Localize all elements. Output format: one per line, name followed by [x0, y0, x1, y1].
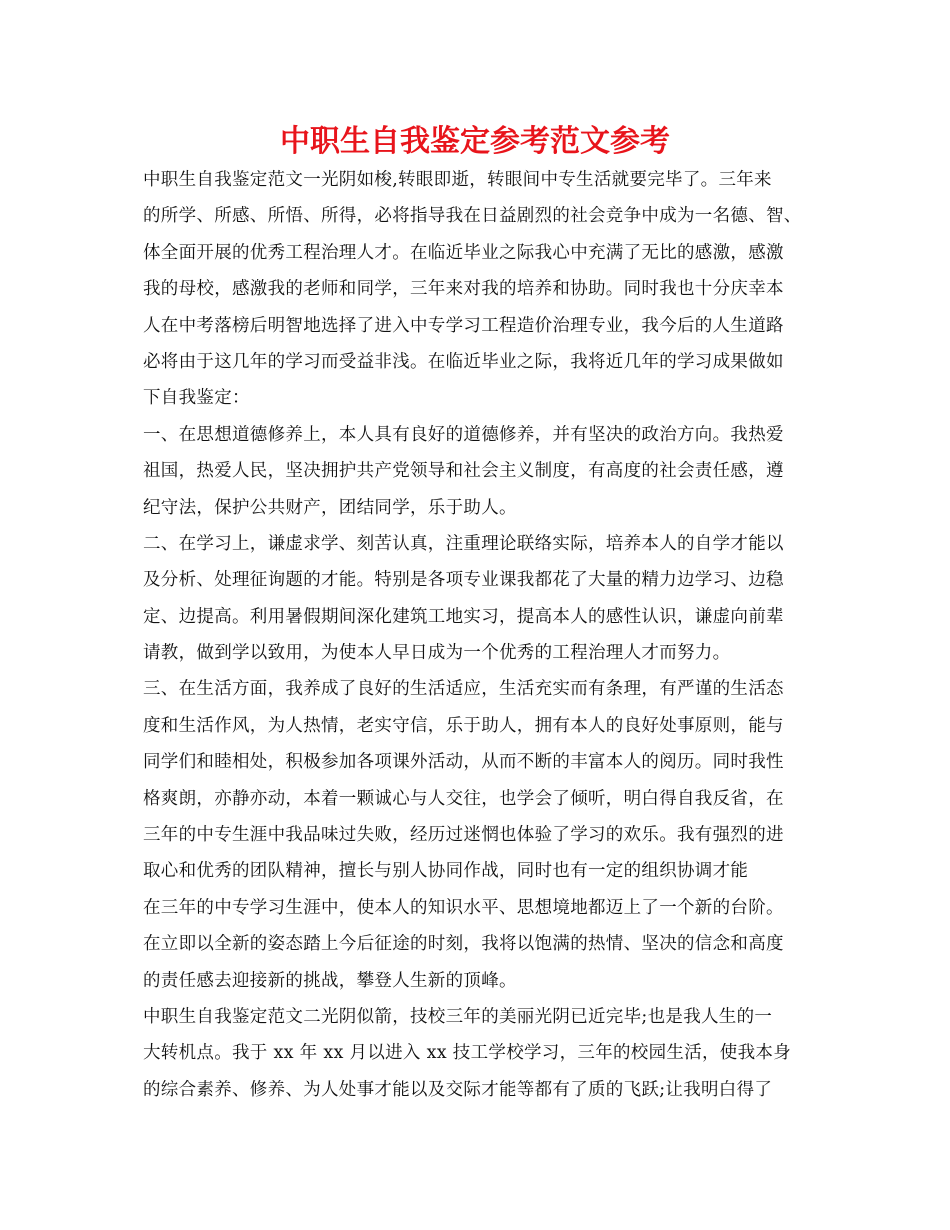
text-line: 中职生自我鉴定范文一光阴如梭,转眼即逝，转眼间中专生活就要完毕了。三年来: [143, 170, 772, 190]
text-line: 体全面开展的优秀工程治理人才。在临近毕业之际我心中充满了无比的感激，感激: [143, 242, 784, 263]
text-line: 及分析、处理征询题的才能。特别是各项专业课我都花了大量的精力边学习、边稳: [143, 570, 784, 591]
text-line: 我的母校，感激我的老师和同学，三年来对我的培养和协助。同时我也十分庆幸本: [143, 279, 784, 300]
text-line: 度和生活作风，为人热情，老实守信，乐于助人，拥有本人的良好处事原则，能与: [143, 715, 784, 736]
text-line: 的综合素养、修养、为人处事才能以及交际才能等都有了质的飞跃;让我明白得了: [143, 1079, 773, 1100]
text-line: 中职生自我鉴定范文二光阴似箭，技校三年的美丽光阴已近完毕;也是我人生的一: [143, 1006, 773, 1027]
text-line: 祖国，热爱人民，坚决拥护共产党领导和社会主义制度，有高度的社会责任感，遵: [143, 461, 784, 482]
text-line: 大转机点。我于 xx 年 xx 月以进入 xx 技工学校学习，三年的校园生活，使我本身: [143, 1043, 791, 1064]
text-line: 三、在生活方面，我养成了良好的生活适应，生活充实而有条理，有严谨的生活态: [143, 679, 784, 700]
text-line: 三年的中专生涯中我品味过失败，经历过迷惘也体验了学习的欢乐。我有强烈的进: [143, 825, 784, 846]
text-line: 的所学、所感、所悟、所得，必将指导我在日益剧烈的社会竞争中成为一名德、智、: [143, 206, 802, 227]
text-line: 必将由于这几年的学习而受益非浅。在临近毕业之际，我将近几年的学习成果做如: [143, 351, 784, 372]
text-line: 下自我鉴定：: [143, 388, 250, 409]
text-line: 定、边提高。利用暑假期间深化建筑工地实习，提高本人的感性认识，谦虚向前辈: [143, 606, 784, 627]
text-line: 取心和优秀的团队精神，擅长与别人协同作战，同时也有一定的组织协调才能: [143, 861, 749, 882]
text-line: 在三年的中专学习生涯中，使本人的知识水平、思想境地都迈上了一个新的台阶。: [143, 897, 784, 918]
document-title: 中职生自我鉴定参考范文参考: [280, 124, 670, 159]
text-line: 在立即以全新的姿态踏上今后征途的时刻，我将以饱满的热情、坚决的信念和高度: [143, 934, 784, 955]
text-line: 请教，做到学以致用，为使本人早日成为一个优秀的工程治理人才而努力。: [143, 643, 731, 664]
text-line: 二、在学习上，谦虚求学、刻苦认真，注重理论联络实际，培养本人的自学才能以: [143, 533, 784, 554]
text-line: 的责任感去迎接新的挑战，攀登人生新的顶峰。: [143, 970, 517, 991]
document-body: [143, 162, 823, 1108]
text-line: 格爽朗，亦静亦动，本着一颗诚心与人交往，也学会了倾听，明白得自我反省，在: [143, 788, 784, 809]
text-line: 纪守法，保护公共财产，团结同学，乐于助人。: [143, 497, 517, 518]
text-line: 同学们和睦相处，积极参加各项课外活动，从而不断的丰富本人的阅历。同时我性: [143, 752, 784, 773]
text-line: 人在中考落榜后明智地选择了进入中专学习工程造价治理专业，我今后的人生道路: [143, 315, 784, 336]
text-line: 一、在思想道德修养上，本人具有良好的道德修养，并有坚决的政治方向。我热爱: [143, 424, 784, 445]
